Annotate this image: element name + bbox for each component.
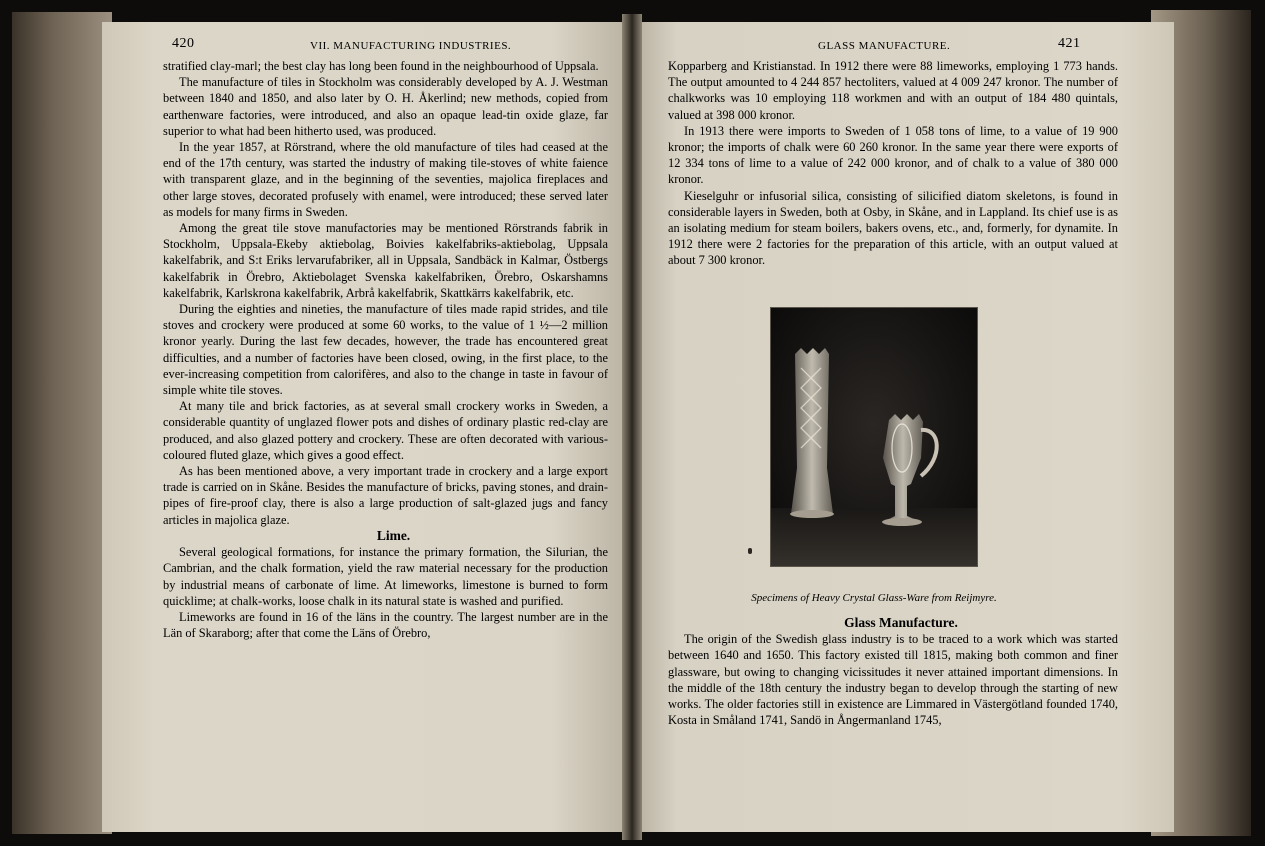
book-gutter: [622, 14, 642, 840]
paragraph: Among the great tile stove manufactories may be mentioned Rörstrands fabrik in Stockholm, Uppsala-Ekeby aktiebolag, Boivies kakelfabriks-aktiebolag, Uppsala kakelfabrik, and S:t Eriks lervarufabriker, all in Uppsala, Sandbäck in Kalmar, Östbergs kakelfabrik in Örebro, Aktiebolaget Svenska kakelfabriken, Örebro, Oskarshamns kakelfabrik, Karlskrona kakelfabrik, Arbrå kakelfabrik, Skattkärrs kakelfabrik, etc.: [163, 221, 608, 300]
paragraph: stratified clay-marl; the best clay has long been found in the neighbourhood of Uppsala.: [163, 59, 599, 73]
right-page-number: 421: [1058, 36, 1081, 51]
section-heading-lime: Lime.: [376, 527, 411, 543]
left-page-edges: [12, 12, 112, 834]
left-page-number: 420: [172, 36, 195, 51]
paragraph: Kieselguhr or infusorial silica, consisting of silicified diatom skeletons, is found in considerable layers in Sweden, both at Osby, in Skåne, and in Lappland. Its chief use is as an isolating medium for steam boilers, bakers ovens, etc., and, formerly, for dynamite. In 1912 there were 2 factories for the preparation of this article, with an output valued at about 7 300 kronor.: [668, 188, 1118, 268]
left-text-column: [163, 58, 608, 641]
right-running-head: GLASS MANUFACTURE.: [818, 40, 951, 52]
paragraph: The manufacture of tiles in Stockholm was considerably developed by A. J. Westman between 1840 and 1850, and also later by O. H. Åkerlind; new methods, copied from earthenware factories, were introduced, and also an opaque lead-tin oxide glaze, far superior to what had been hitherto used, was produced.: [163, 75, 608, 138]
paragraph: As has been mentioned above, a very important trade in crockery and a large export trade is carried on in Skåne. Besides the manufacture of bricks, paving stones, and drain-pipes of fire-proof clay, there is also a large production of salt-glazed jugs and fancy articles in majolica glaze.: [163, 464, 608, 527]
photo-caption: Specimens of Heavy Crystal Glass-Ware from Reijmyre.: [751, 592, 997, 604]
paragraph: In 1913 there were imports to Sweden of 1 058 tons of lime, to a value of 19 900 kronor; the imports of chalk were 60 260 kronor. In the same year there were exports of 12 334 tons of lime to a value of 242 000 kronor, and of chalk to a value of 380 000 kronor.: [668, 123, 1118, 187]
paragraph: At many tile and brick factories, as at several small crockery works in Sweden, a considerable quantity of unglazed flower pots and dishes of ordinary plastic red-clay are produced, and also glazed pottery and crockery. These are often decorated with various-coloured fluted glaze, which gives a good effect.: [163, 399, 608, 462]
ink-speck: [748, 548, 752, 554]
paragraph: Limeworks are found in 16 of the läns in the country. The largest number are in the Län of Skaraborg; after that come the Läns of Örebro,: [163, 609, 608, 641]
paragraph: The origin of the Swedish glass industry is to be traced to a work which was started between 1640 and 1650. This factory existed till 1815, making both common and finer glassware, but owing to changing vicissitudes it never attained important dimensions. In the middle of the 18th century the industry began to develop through the starting of new works. The older factories still in existence are Limmared in Västergötland founded 1740, Kosta in Småland 1741, Sandö in Ångermanland 1745,: [668, 632, 1118, 728]
paragraph: Kopparberg and Kristianstad. In 1912 there were 88 limeworks, employing 1 773 hands. The output amounted to 4 244 857 hectoliters, valued at 4 009 247 kronor. The number of chalkworks was 10 employing 118 workmen and with an output of 184 480 quintals, valued at 398 000 kronor.: [668, 59, 1118, 122]
section-heading-glass: Glass Manufacture.: [844, 615, 958, 630]
paragraph: In the year 1857, at Rörstrand, where the old manufacture of tiles had ceased at the end of the 17th century, was started the industry of making tile-stoves of white faience with transparent glaze, and in the beginning of the seventies, majolica fireplaces and other large stoves, decorated profusely with enamel, were introduced; these served later as models for many firms in Sweden.: [163, 140, 608, 219]
glassware-photo: [770, 307, 978, 567]
right-text-column-top: [668, 58, 1118, 269]
paragraph: Several geological formations, for instance the primary formation, the Silurian, the Cambrian, and the chalk formation, yield the raw material necessary for the production by industrial means of carbonate of lime. At limeworks, limestone is burned to form quicklime; at chalk-works, loose chalk in its natural state is washed and purified.: [163, 545, 608, 608]
glassware-illustration: [771, 308, 977, 566]
right-text-column-bottom: [668, 615, 1118, 728]
left-running-head: VII. MANUFACTURING INDUSTRIES.: [310, 40, 512, 52]
paragraph: During the eighties and nineties, the manufacture of tiles made rapid strides, and tile stoves and crockery were produced at some 60 works, to the value of 1 ½—2 million kronor yearly. During the last few decades, however, the trade has encountered great difficulties, and a number of factories have been closed, owing, in the first place, to the ever-increasing competition from calorifères, and also to the change in taste in favour of simple white tile stoves.: [163, 302, 608, 398]
